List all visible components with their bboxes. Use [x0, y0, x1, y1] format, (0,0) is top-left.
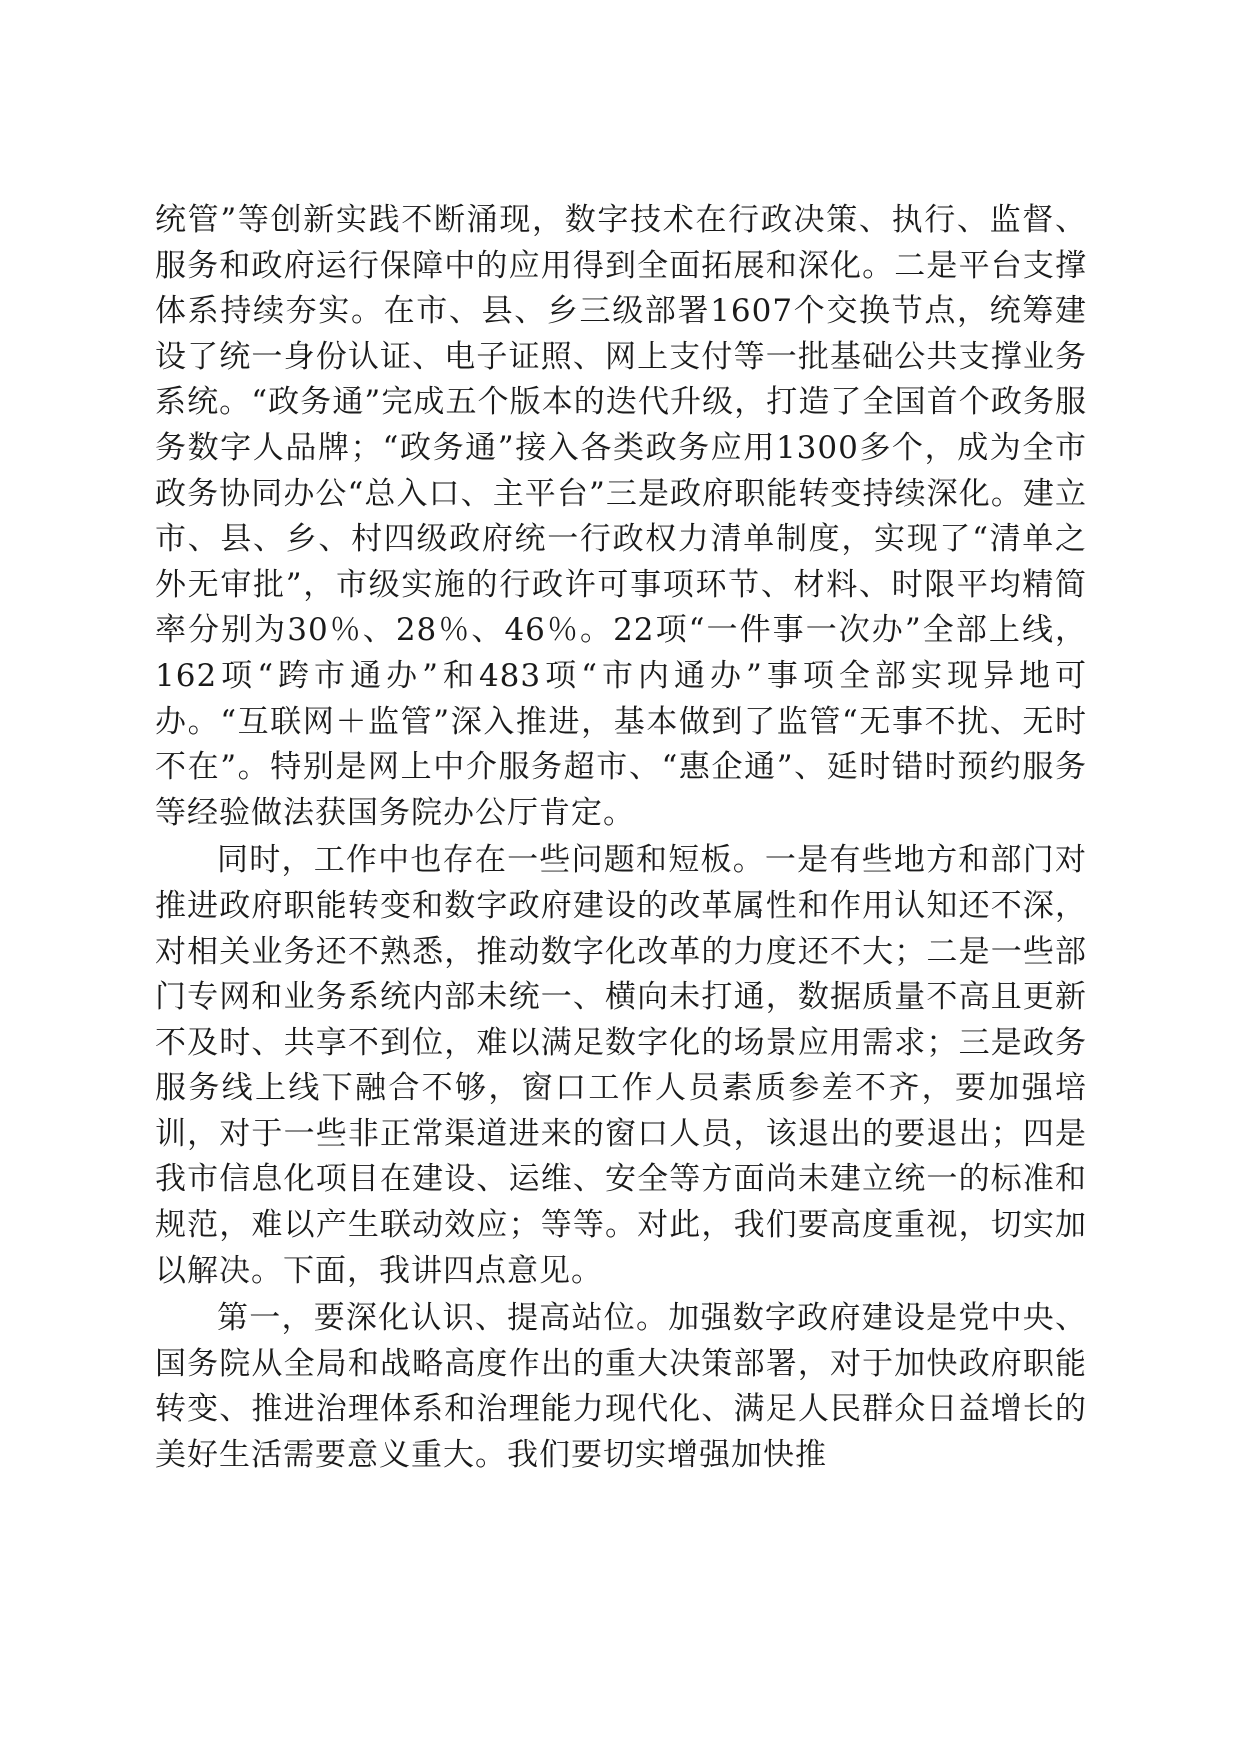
paragraph-first-point: 第一，要深化认识、提高站位。加强数字政府建设是党中央、国务院从全局和战略高度作出的重大决策部署，对于加快政府职能转变、推进治理体系和治理能力现代化、满足人民群众日益增长的美好生活需要意义重大。我们要切实增强加快推	[155, 1300, 1087, 1474]
paragraph-continued: 统管”等创新实践不断涌现，数字技术在行政决策、执行、监督、服务和政府运行保障中的应用得到全面拓展和深化。二是平台支撑体系持续夯实。在市、县、乡三级部署1607个交换节点，统筹建设了统一身份认证、电子证照、网上支付等一批基础公共支撑业务系统。“政务通”完成五个版本的迭代升级，打造了全国首个政务服务数字人品牌；“政务通”接入各类政务应用1300多个，成为全市政务协同办公“总入口、主平台”三是政府职能转变持续深化。建立市、县、乡、村四级政府统一行政权力清单制度，实现了“清单之外无审批”，市级实施的行政许可事项环节、材料、时限平均精简率分别为30％、28％、46％。22项“一件事一次办”全部上线，162项“跨市通办”和483项“市内通办”事项全部实现异地可办。“互联网＋监管”深入推进，基本做到了监管“无事不扰、无时不在”。特别是网上中介服务超市、“惠企通”、延时错时预约服务等经验做法获国务院办公厅肯定。	[155, 202, 1087, 831]
paragraph-problems: 同时，工作中也存在一些问题和短板。一是有些地方和部门对推进政府职能转变和数字政府建设的改革属性和作用认知还不深，对相关业务还不熟悉，推动数字化改革的力度还不大；二是一些部门专网和业务系统内部未统一、横向未打通，数据质量不高且更新不及时、共享不到位，难以满足数字化的场景应用需求；三是政务服务线上线下融合不够，窗口工作人员素质参差不齐，要加强培训，对于一些非正常渠道进来的窗口人员，该退出的要退出；四是我市信息化项目在建设、运维、安全等方面尚未建立统一的标准和规范，难以产生联动效应；等等。对此，我们要高度重视，切实加以解决。下面，我讲四点意见。	[155, 842, 1087, 1289]
document-body	[155, 198, 1087, 1481]
